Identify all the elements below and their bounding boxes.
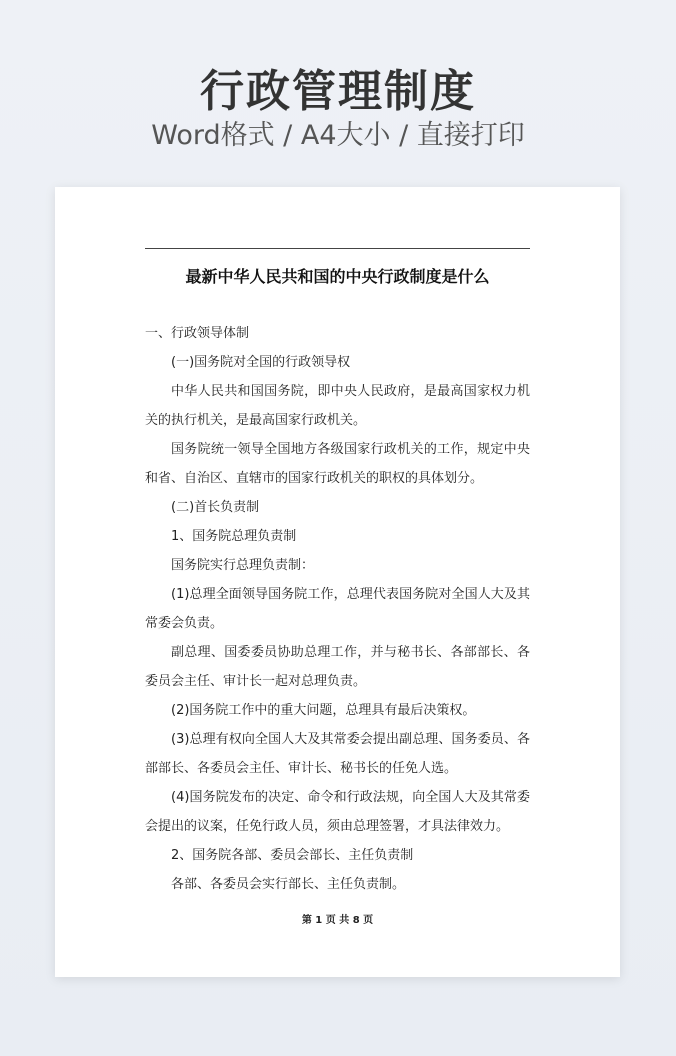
hero-subtitle: Word格式 / A4大小 / 直接打印 — [151, 120, 525, 151]
paragraph: 国务院统一领导全国地方各级国家行政机关的工作，规定中央和省、自治区、直辖市的国家行政机关的职权的具体划分。 — [145, 442, 530, 486]
paragraph: 1、国务院总理负责制 — [171, 529, 297, 544]
document-body — [145, 319, 530, 899]
hero-banner — [0, 0, 676, 186]
paragraph: (4)国务院发布的决定、命令和行政法规，向全国人大及其常委会提出的议案，任免行政人员，须由总理签署，才具法律效力。 — [145, 790, 530, 834]
page-footer: 第 1 页 共 8 页 — [301, 915, 374, 926]
document-page — [55, 187, 620, 977]
document-title: 最新中华人民共和国的中央行政制度是什么 — [185, 267, 490, 286]
paragraph: 副总理、国委委员协助总理工作，并与秘书长、各部部长、各委员会主任、审计长一起对总理负责。 — [145, 645, 530, 689]
paragraph: 国务院实行总理负责制： — [171, 558, 315, 573]
paragraph: (3)总理有权向全国人大及其常委会提出副总理、国务委员、各部部长、各委员会主任、审计长、秘书长的任免人选。 — [145, 732, 530, 776]
paragraph: (二)首长负责制 — [171, 500, 260, 515]
paragraph: 2、国务院各部、委员会部长、主任负责制 — [171, 848, 414, 863]
hero-title: 行政管理制度 — [200, 66, 476, 117]
paragraph: 各部、各委员会实行部长、主任负责制。 — [171, 877, 406, 892]
paragraph: (1)总理全面领导国务院工作，总理代表国务院对全国人大及其常委会负责。 — [145, 587, 530, 631]
paragraph: 一、行政领导体制 — [145, 326, 250, 341]
paragraph: 中华人民共和国国务院，即中央人民政府，是最高国家权力机关的执行机关，是最高国家行政机关。 — [145, 384, 530, 428]
paragraph: (一)国务院对全国的行政领导权 — [171, 355, 351, 370]
paragraph: (2)国务院工作中的重大问题，总理具有最后决策权。 — [171, 703, 476, 718]
header-rule — [145, 248, 530, 249]
